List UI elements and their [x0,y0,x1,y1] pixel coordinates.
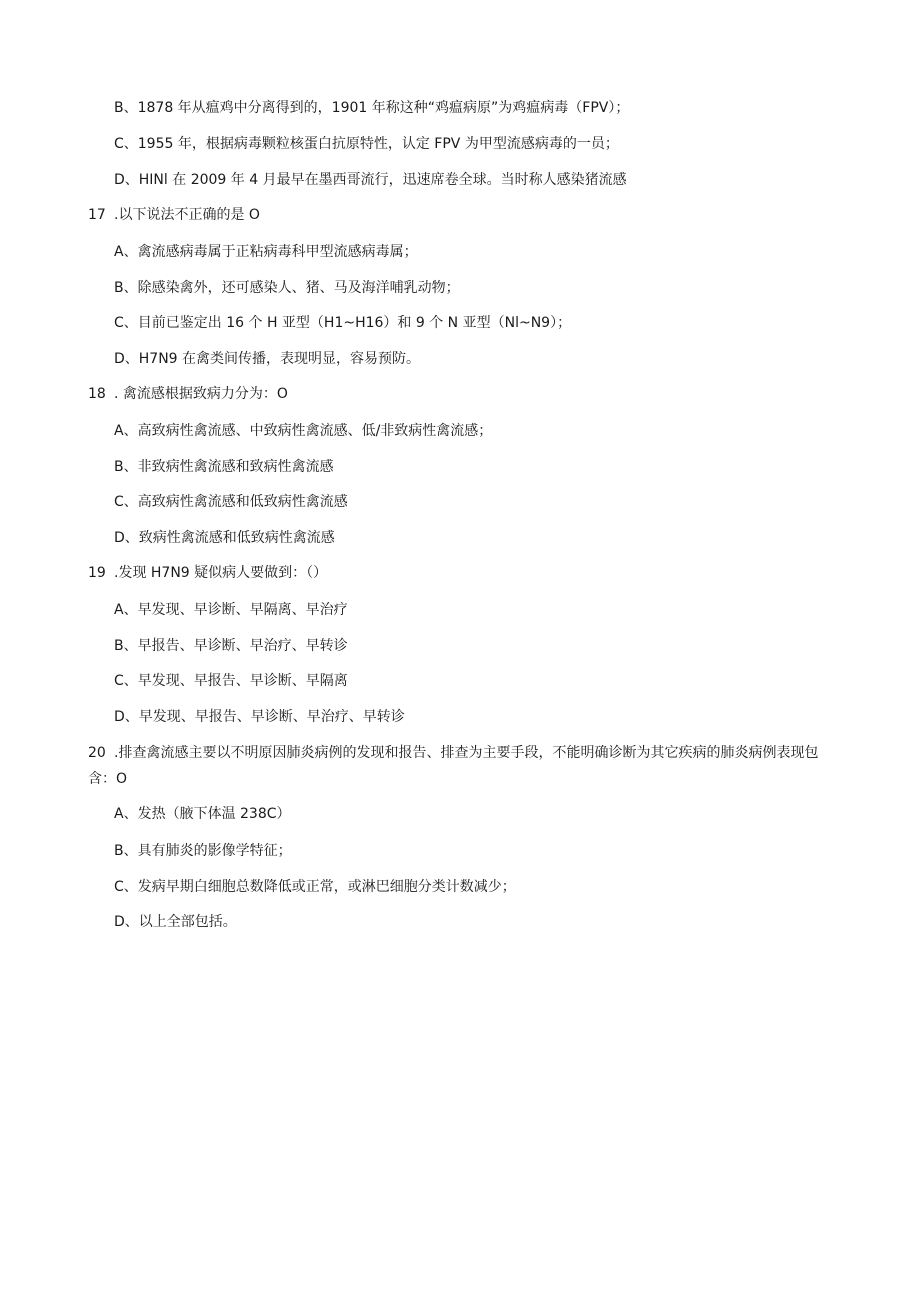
q17-option-c: C、目前已鉴定出 16 个 H 亚型（H1~H16）和 9 个 N 亚型（Nl~N9）； [114,315,572,331]
q17-option-d: D、H7N9 在禽类间传播，表现明显，容易预防。 [114,351,421,367]
q16-option-b: B、1878 年从瘟鸡中分离得到的，1901 年称这种“鸡瘟病原”为鸡瘟病毒（FPV）； [114,100,630,116]
q20-option-a: A、发热（腋下体温 238C） [114,806,291,822]
question-number: 17 [88,207,106,223]
question-text: .发现 H7N9 疑似病人要做到：（） [114,565,328,581]
q19-option-b: B、早报告、早诊断、早治疗、早转诊 [114,638,348,654]
q20-option-c: C、发病早期白细胞总数降低或正常，或淋巴细胞分类计数减少； [114,879,516,895]
q17-option-b: B、除感染禽外，还可感染人、猪、马及海洋哺乳动物； [114,280,460,296]
q17-option-a: A、禽流感病毒属于正粘病毒科甲型流感病毒属； [114,244,418,260]
q16-option-d: D、HINl 在 2009 年 4 月最早在墨西哥流行，迅速席卷全球。当时称人感染猪流感 [114,172,627,188]
q19-option-c: C、早发现、早报告、早诊断、早隔离 [114,673,348,689]
question-text: .排查禽流感主要以不明原因肺炎病例的发现和报告、排查为主要手段，不能明确诊断为其它疾病的肺炎病例表现包含：O [88,745,819,787]
q20-option-b: B、具有肺炎的影像学特征； [114,843,292,859]
question-text: . 禽流感根据致病力分为：O [114,386,288,402]
question-number: 19 [88,565,106,581]
q18-option-d: D、致病性禽流感和低致病性禽流感 [114,530,335,546]
q20-option-d: D、以上全部包括。 [114,914,237,930]
question-18 [88,384,288,404]
q16-option-c: C、1955 年，根据病毒颗粒核蛋白抗原特性，认定 FPV 为甲型流感病毒的一员； [114,136,619,152]
question-20 [88,740,828,792]
q19-option-d: D、早发现、早报告、早诊断、早治疗、早转诊 [114,709,405,725]
question-number: 20 [88,745,106,761]
question-text: .以下说法不正确的是 O [114,207,260,223]
q18-option-b: B、非致病性禽流感和致病性禽流感 [114,459,334,475]
question-19 [88,563,327,583]
q19-option-a: A、早发现、早诊断、早隔离、早治疗 [114,602,348,618]
question-number: 18 [88,386,106,402]
q18-option-c: C、高致病性禽流感和低致病性禽流感 [114,494,348,510]
q18-option-a: A、高致病性禽流感、中致病性禽流感、低/非致病性禽流感； [114,423,493,439]
question-17 [88,205,260,225]
